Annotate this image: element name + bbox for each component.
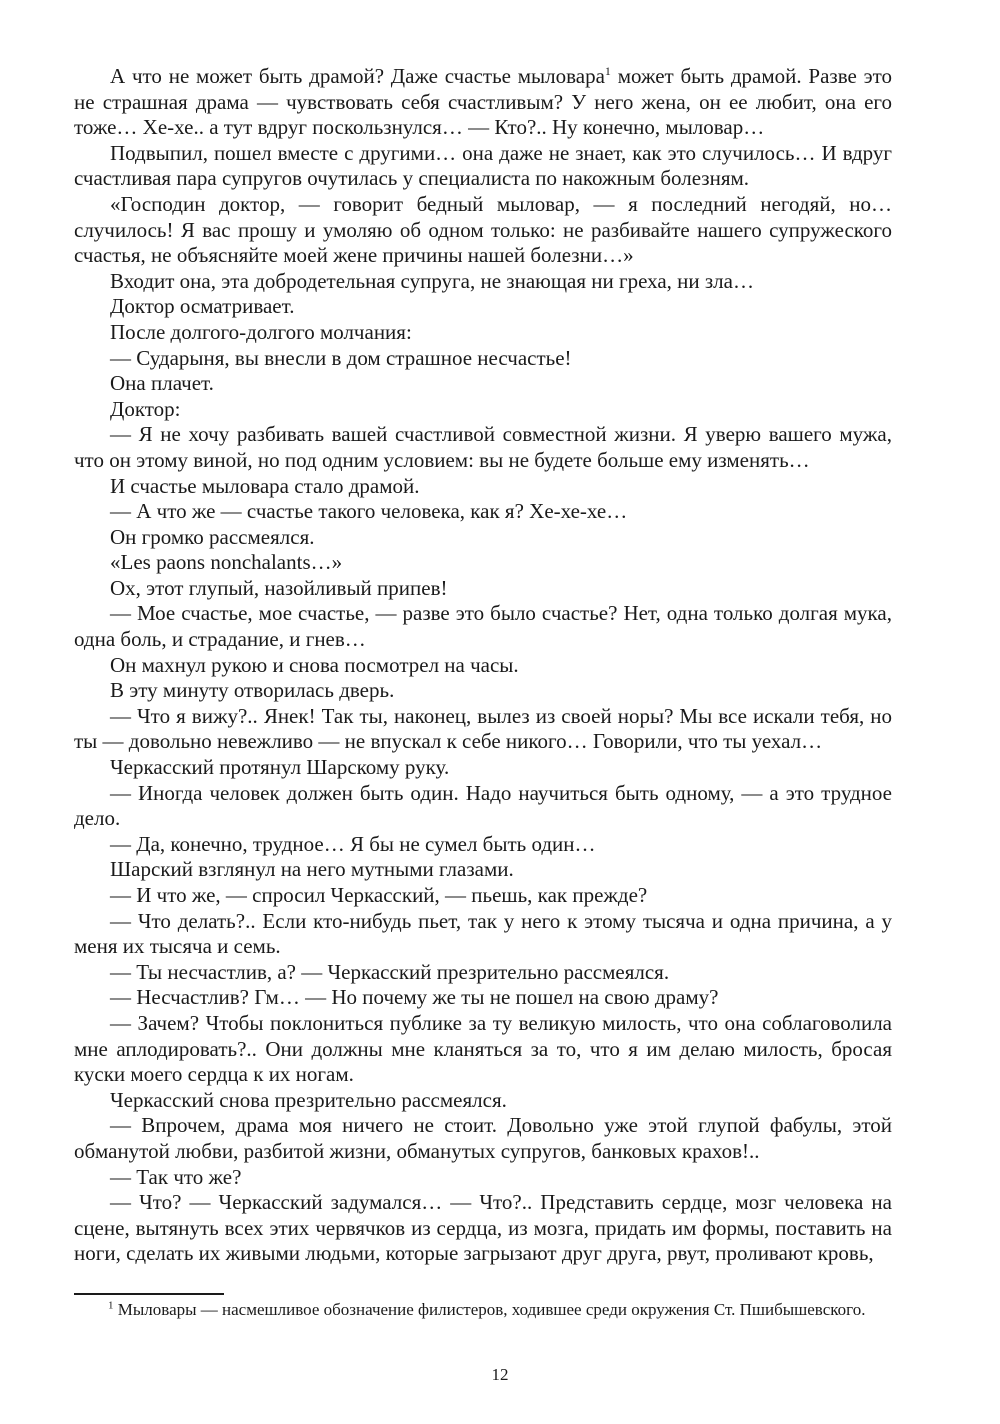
paragraph: — И что же, — спросил Черкасский, — пьешь, как прежде? xyxy=(110,883,648,907)
paragraph: — Сударыня, вы внесли в дом страшное несчастье! xyxy=(110,345,572,370)
paragraph: — Зачем? Чтобы поклониться публике за ту великую милость, что она соблаговолила мне аплодировать?.. Они должны мне кланяться за то, что я им делаю милость, бросая куски моего сердца к их ногам. xyxy=(74,1010,892,1087)
paragraph: — Так что же? xyxy=(110,1164,242,1189)
paragraph: Шарский взглянул на него мутными глазами. xyxy=(110,857,514,882)
main-text xyxy=(74,64,892,1267)
paragraph: — Я не хочу разбивать вашей счастливой совместной жизни. Я уверю вашего мужа, что он этому виной, но под одним условием: вы не будете больше ему изменять… xyxy=(74,422,892,472)
paragraph: И счастье мыловара стало драмой. xyxy=(110,473,420,498)
paragraph: «Господин доктор, — говорит бедный мыловар, — я последний негодяй, но… случилось! Я вас прошу и умоляю об одном только: не разбивайте нашего супружеского счастья, не объясняйте моей жене причины нашей болезни…» xyxy=(74,191,892,268)
paragraph: Она плачет. xyxy=(110,371,214,396)
paragraph: Доктор осматривает. xyxy=(110,294,295,319)
paragraph: Доктор: xyxy=(110,396,181,421)
paragraph: — Мое счастье, мое счастье, — разве это было счастье? Нет, одна только долгая мука, одна боль, и страдание, и гнев… xyxy=(74,601,892,652)
paragraph: — Впрочем, драма моя ничего не стоит. Довольно уже этой глупой фабулы, этой обманутой любви, разбитой жизни, обманутых супругов, банковых крахов!.. xyxy=(74,1113,892,1163)
paragraph: — Что я вижу?.. Янек! Так ты, наконец, вылез из своей норы? Мы все искали тебя, но ты — довольно невежливо — не впускал к себе никого… Говорили, что ты уехал… xyxy=(74,703,892,754)
paragraph: — Несчастлив? Гм… — Но почему же ты не пошел на свою драму? xyxy=(110,985,719,1010)
footnote-reference: 1 xyxy=(604,64,611,78)
paragraph: В эту минуту отворилась дверь. xyxy=(110,678,395,703)
paragraph: Черкасский протянул Шарскому руку. xyxy=(110,755,450,780)
paragraph: «Les paons nonchalants…» xyxy=(110,550,343,575)
paragraph: Подвыпил, пошел вместе с другими… она даже не знает, как это случилось… И вдруг счастливая пара супругов очутилась у специалиста по накожным болезням. xyxy=(74,140,892,191)
footnote-text: Мыловары — насмешливое обозначение филистеров, ходившее среди окружения Ст. Пшибышевского. xyxy=(113,1300,866,1319)
paragraph: — Что? — Черкасский задумался… — Что?.. Представить сердце, мозг человека на сцене, вытянуть всех этих червячков из сердца, из мозга, придать им формы, поставить на ноги, сделать их живыми людьми, которые загрызают друг друга, рвут, проливают кровь, xyxy=(74,1190,892,1266)
page-number: 12 xyxy=(491,1365,509,1384)
footnote-marker: 1 xyxy=(108,1299,114,1312)
paragraph: — Что делать?.. Если кто-нибудь пьет, так у него к этому тысяча и одна причина, а у меня их тысяча и семь. xyxy=(74,908,892,959)
paragraph: А что не может быть драмой? Даже счастье мыловара$^1$ может быть драмой. Разве это не страшная драма — чувствовать себя счастливым? У него жена, он ее любит, она его тоже… Хе-хе.. а тут вдруг поскользнулся… — Кто?.. Ну конечно, мыловар… xyxy=(74,64,893,140)
paragraph: — Ты несчастлив, а? — Черкасский презрительно рассмеялся. xyxy=(110,959,670,984)
paragraph: Входит она, эта добродетельная супруга, не знающая ни греха, ни зла… xyxy=(110,268,754,293)
paragraph: После долгого-долгого молчания: xyxy=(110,319,412,344)
paragraph: Он махнул рукою и снова посмотрел на часы. xyxy=(110,652,519,677)
footnote xyxy=(74,1299,892,1321)
paragraph: Черкасский снова презрительно рассмеялся. xyxy=(110,1087,507,1112)
footnote-separator xyxy=(74,1293,224,1295)
paragraph: — Иногда человек должен быть один. Надо научиться быть одному, — а это трудное дело. xyxy=(74,780,892,831)
paragraph: — А что же — счастье такого человека, как я? Хе-хе-хе… xyxy=(110,499,628,524)
paragraph: Ох, этот глупый, назойливый припев! xyxy=(110,575,448,600)
paragraph: Он громко рассмеялся. xyxy=(110,524,315,549)
paragraph: — Да, конечно, трудное… Я бы не сумел быть один… xyxy=(110,831,596,856)
